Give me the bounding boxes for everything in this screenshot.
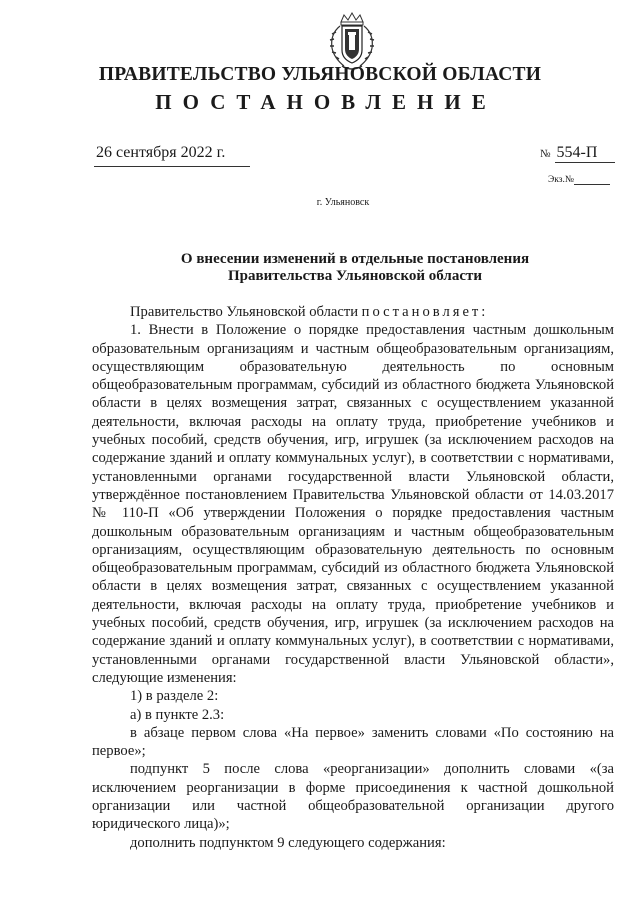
subject-line-2: Правительства Ульяновской области — [227, 268, 483, 284]
copy-number-field — [548, 175, 610, 185]
document-body — [92, 303, 614, 852]
paragraph-5: подпункт 5 после слова «реорганизации» дополнить словами «(за исключением реорганизации в форме присоединения к частной дошкольной организации или частной общеобразовательной организации другого юридического лица)»; — [92, 761, 614, 833]
date-underline — [94, 166, 250, 167]
intro-decree-word: постановляет: — [361, 304, 489, 320]
paragraph-6: дополнить подпунктом 9 следующего содержания: — [130, 834, 446, 851]
paragraph-4: в абзаце первом слова «На первое» заменить словами «По состоянию на первое»; — [92, 724, 614, 760]
document-number: 554-П — [555, 144, 615, 163]
document-city: г. Ульяновск — [316, 197, 370, 208]
intro-paragraph — [92, 303, 614, 321]
paragraph-2: 1) в разделе 2: — [130, 688, 219, 705]
intro-text: Правительство Ульяновской области — [130, 304, 362, 320]
document-subject — [150, 251, 560, 285]
copy-number-blank — [574, 184, 610, 185]
subject-line-1: О внесении изменений в отдельные постановления — [180, 251, 530, 267]
copy-number-label: Экз.№ — [548, 175, 574, 185]
paragraph-3: а) в пункте 2.3: — [130, 706, 225, 723]
number-sign: № — [540, 148, 551, 160]
paragraph-1: 1. Внести в Положение о порядке предоставления частным дошкольным образовательным организациям и частным общеобразовательным организациям, осуществляющим образовательную деятельность по основным общеобразовательным программам, субсидий из областного бюджета Ульяновской области в целях возмещения затрат, связанных с осуществлением указанной деятельности, включая расходы на оплату труда, приобретение учебников и учебных пособий, средств обучения, игр, игрушек (за исключением расходов на содержание зданий и оплату коммунальных услуг), в соответствии с нормативами, установленными органами государственной власти Ульяновской области, утверждённое постановлением Правительства Ульяновской области от 14.03.2017 № 110-П «Об утверждении Положения о порядке предоставления частным дошкольным образовательным организациям и частным общеобразовательным организациям, осуществляющим образовательную деятельность по основным общеобразовательным программам, субсидий из областного бюджета Ульяновской области в целях возмещения затрат, связанных с осуществлением указанной деятельности, включая расходы на оплату труда, приобретение учебников и учебных пособий, средств обучения, игр, игрушек (за исключением расходов на содержание зданий и оплату коммунальных услуг), в соответствии с нормативами, установленными органами государственной власти Ульяновской области», следующие изменения: — [92, 322, 614, 686]
government-title: ПРАВИТЕЛЬСТВО УЛЬЯНОВСКОЙ ОБЛАСТИ — [98, 64, 542, 85]
document-date: 26 сентября 2022 г. — [96, 144, 226, 161]
document-type-title: ПОСТАНОВЛЕНИЕ — [155, 90, 497, 114]
document-number-block — [540, 144, 615, 163]
